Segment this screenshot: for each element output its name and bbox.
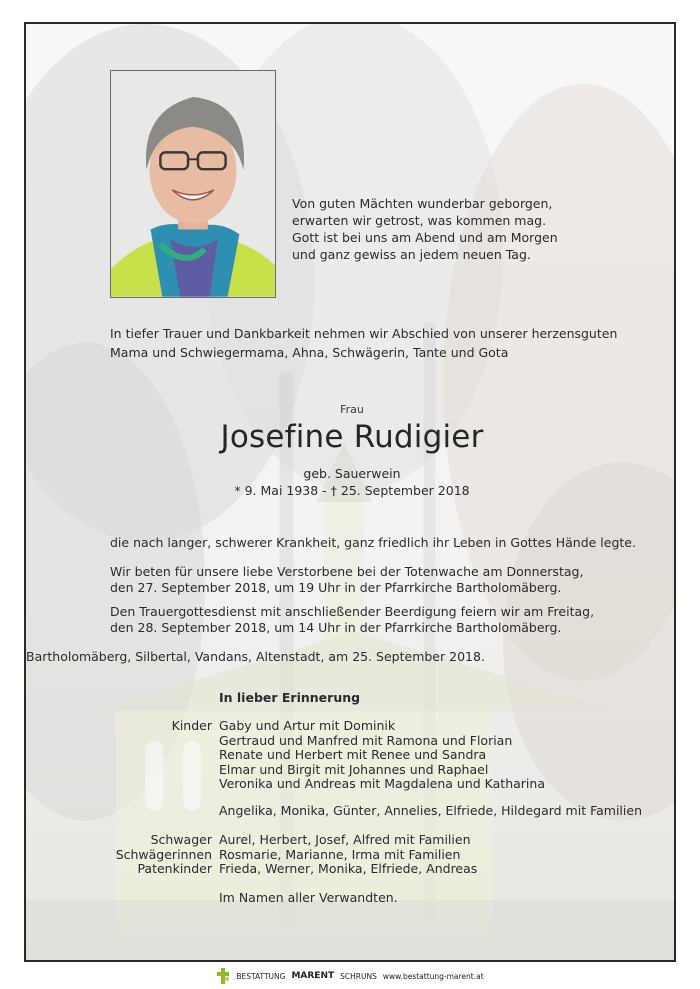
funeral-line: den 28. September 2018, um 14 Uhr in der Pfarrkirche Bartholomäberg.	[110, 620, 562, 635]
patenkinder-list: Frieda, Werner, Monika, Elfriede, Andreas	[219, 861, 478, 876]
schwaegerinnen-list: Rosmarie, Marianne, Irma mit Familien	[219, 847, 461, 862]
company-website[interactable]: www.bestattung-marent.at	[382, 971, 484, 981]
quote-line: Von guten Mächten wunderbar geborgen,	[292, 196, 553, 211]
name-prefix: Frau	[340, 403, 364, 416]
vigil-line: den 27. September 2018, um 19 Uhr in der Pfarrkirche Bartholomäberg.	[110, 580, 562, 595]
cross-logo-icon	[216, 968, 230, 984]
children-list	[219, 718, 545, 791]
vigil-info	[110, 563, 670, 595]
vigil-line: Wir beten für unsere liebe Verstorbene bei der Totenwache am Donnerstag,	[110, 564, 584, 579]
memory-heading: In lieber Erinnerung	[219, 690, 361, 705]
list-item: Renate und Herbert mit Renee und Sandra	[219, 747, 487, 762]
passing-text: die nach langer, schwerer Krankheit, ganz friedlich ihr Leben in Gottes Hände legte.	[110, 535, 636, 550]
company-prefix: BESTATTUNG	[236, 971, 286, 981]
life-dates: * 9. Mai 1938 - † 25. September 2018	[234, 483, 470, 498]
deceased-name: Josefine Rudigier	[220, 419, 484, 455]
closing-line: Im Namen aller Verwandten.	[219, 890, 398, 905]
company-name: MARENT	[291, 971, 335, 981]
funeral-info	[110, 603, 670, 635]
list-item: Elmar und Birgit mit Johannes und Raphael	[219, 761, 489, 777]
quote-line: Gott ist bei uns am Abend und am Morgen	[292, 230, 558, 245]
schwager-list: Aurel, Herbert, Josef, Alfred mit Familien	[219, 832, 471, 847]
children-label: Kinder	[171, 718, 212, 733]
memorial-quote	[292, 195, 652, 263]
list-item: Gertraud und Manfred mit Ramona und Florian	[219, 732, 513, 748]
schwaegerinnen-label: Schwägerinnen	[115, 847, 212, 862]
funeral-line: Den Trauergottesdienst mit anschließender Beerdigung feiern wir am Freitag,	[110, 604, 595, 619]
schwager-label: Schwager	[150, 832, 212, 847]
intro-line: Mama und Schwiegermama, Ahna, Schwägerin, Tante und Gota	[110, 345, 509, 360]
list-item: Veronika und Andreas mit Magdalena und Katharina	[219, 776, 545, 791]
footer	[0, 964, 700, 988]
grandchildren-line: Angelika, Monika, Günter, Annelies, Elfriede, Hildegard mit Familien	[219, 803, 642, 818]
place-date-line: Bartholomäberg, Silbertal, Vandans, Altenstadt, am 25. September 2018.	[26, 649, 485, 664]
list-item: Gaby und Artur mit Dominik	[219, 718, 396, 733]
company-location: SCHRUNS	[340, 971, 377, 981]
intro-text	[110, 325, 670, 363]
obituary-card	[24, 22, 676, 962]
maiden-name: geb. Sauerwein	[303, 466, 401, 481]
intro-line: In tiefer Trauer und Dankbarkeit nehmen wir Abschied von unserer herzensguten	[110, 326, 618, 341]
quote-line: erwarten wir getrost, was kommen mag.	[292, 213, 547, 228]
portrait-photo	[110, 70, 276, 298]
quote-line: und ganz gewiss an jedem neuen Tag.	[292, 247, 531, 262]
patenkinder-label: Patenkinder	[137, 861, 212, 876]
